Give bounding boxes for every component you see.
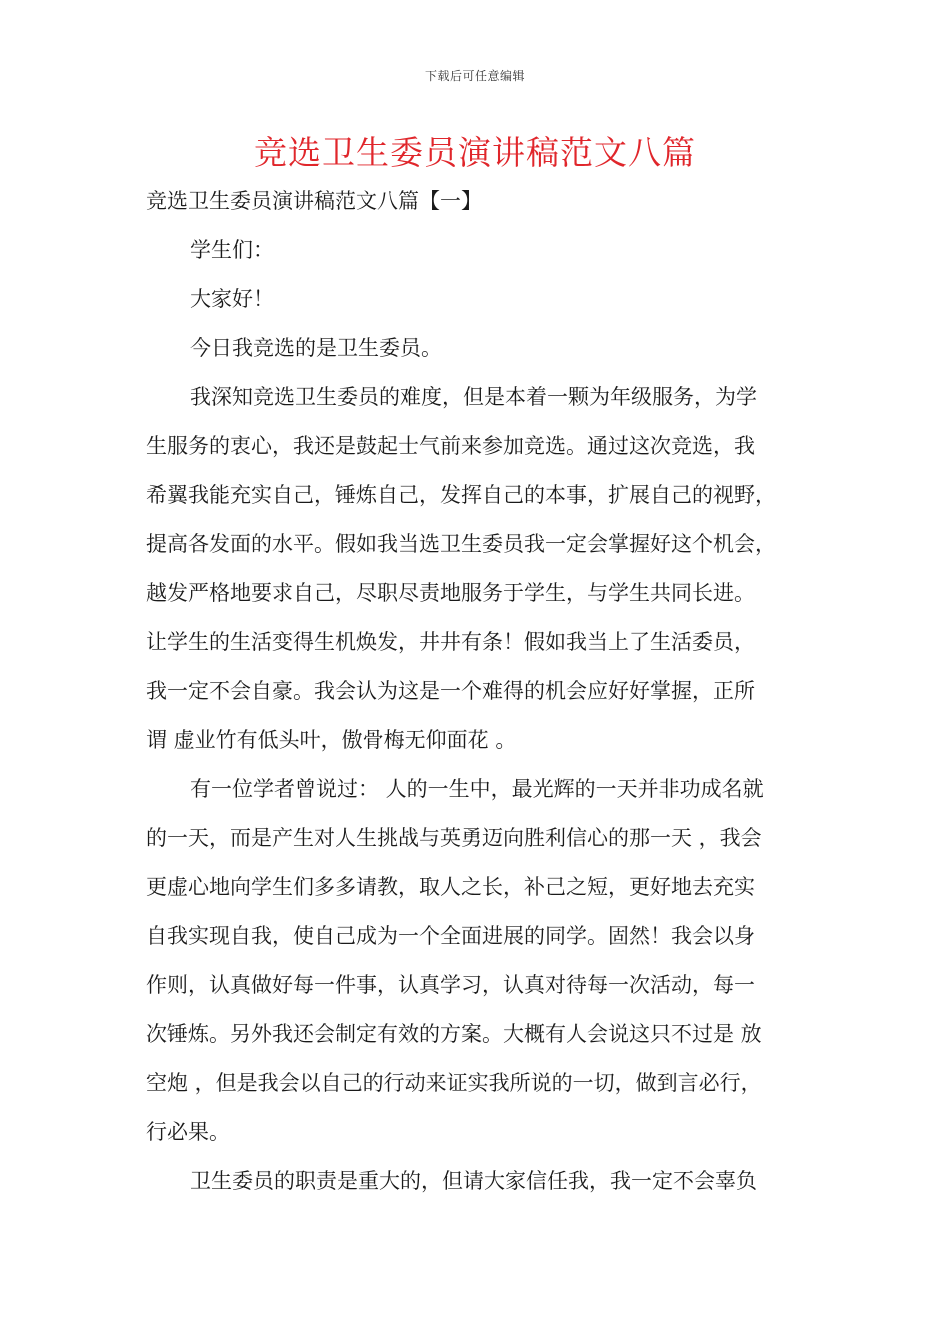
paragraph-line: 的一天，而是产生对人生挑战与英勇迈向胜利信心的那一天 ，我会	[146, 826, 762, 850]
paragraph-line: 更虚心地向学生们多多请教，取人之长，补己之短，更好地去充实	[146, 875, 755, 899]
paragraph-line: 大家好！	[190, 287, 274, 311]
paragraph-intro	[146, 329, 826, 367]
paragraph-line: 作则，认真做好每一件事，认真学习，认真对待每一次活动，每一	[146, 973, 755, 997]
paragraph-greeting-all	[146, 280, 826, 318]
paragraph-line: 空炮 ，但是我会以自己的行动来证实我所说的一切，做到言必行，	[146, 1071, 762, 1095]
paragraph-line: 有一位学者曾说过： 人的一生中，最光辉的一天并非功成名就	[190, 777, 764, 801]
paragraph-line: 行必果。	[146, 1120, 230, 1144]
paragraph-line: 学生们：	[190, 238, 274, 262]
paragraph-line: 越发严格地要求自己，尽职尽责地服务于学生，与学生共同长进。	[146, 581, 755, 605]
paragraph-motivation	[146, 378, 826, 759]
paragraph-line: 生服务的衷心，我还是鼓起士气前来参加竞选。通过这次竞选，我	[146, 434, 755, 458]
paragraph-line: 次锤炼。另外我还会制定有效的方案。大概有人会说这只不过是 放	[146, 1022, 762, 1046]
section-heading: 竞选卫生委员演讲稿范文八篇【一】	[146, 189, 482, 213]
paragraph-line: 我一定不会自豪。我会认为这是一个难得的机会应好好掌握，正所	[146, 679, 755, 703]
paragraph-line: 希翼我能充实自己，锤炼自己，发挥自己的本事，扩展自己的视野，	[146, 483, 776, 507]
paragraph-line: 我深知竞选卫生委员的难度，但是本着一颗为年级服务，为学	[190, 385, 757, 409]
paragraph-quote	[146, 770, 826, 1151]
paragraph-greeting-students	[146, 231, 826, 269]
paragraph-closing	[146, 1162, 826, 1200]
header-note: 下载后可任意编辑	[424, 69, 525, 83]
paragraph-line: 让学生的生活变得生机焕发，井井有条！假如我当上了生活委员，	[146, 630, 755, 654]
paragraph-line: 卫生委员的职责是重大的，但请大家信任我，我一定不会辜负	[190, 1169, 757, 1193]
document-body	[146, 182, 826, 1211]
paragraph-line: 自我实现自我，使自己成为一个全面进展的同学。固然！我会以身	[146, 924, 755, 948]
paragraph-line: 谓 虚业竹有低头叶，傲骨梅无仰面花 。	[146, 728, 517, 752]
document-title: 竞选卫生委员演讲稿范文八篇	[254, 133, 696, 172]
paragraph-line: 提高各发面的水平。假如我当选卫生委员我一定会掌握好这个机会，	[146, 532, 776, 556]
paragraph-line: 今日我竞选的是卫生委员。	[190, 336, 442, 360]
